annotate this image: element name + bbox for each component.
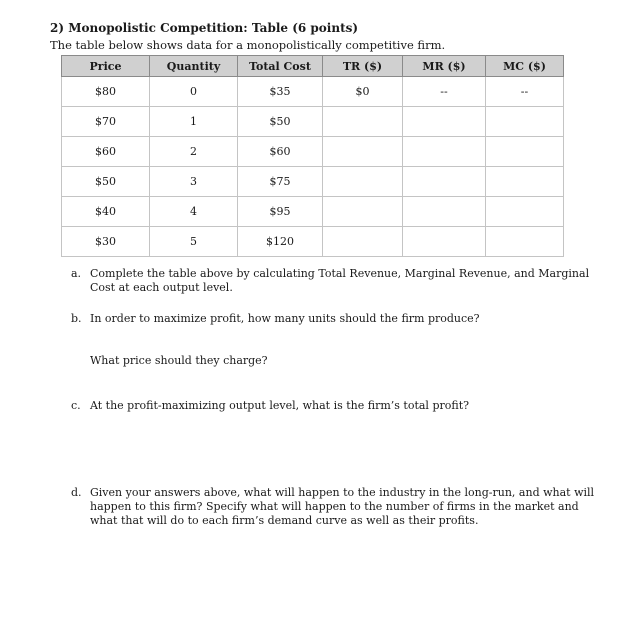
question-b <box>71 312 591 328</box>
cell-price: $50 <box>62 167 150 197</box>
cell-total-revenue <box>323 167 403 197</box>
cell-total-cost: $120 <box>238 227 323 257</box>
question-c-text: At the profit-maximizing output level, what is the firm’s total profit? <box>90 399 470 412</box>
question-a-line-1: Complete the table above by calculating Total Revenue, Marginal Revenue, and Marginal <box>90 267 590 280</box>
table-row <box>62 77 564 107</box>
cell-quantity: 2 <box>150 137 238 167</box>
header-total-revenue: TR ($) <box>323 56 403 77</box>
cell-quantity: 0 <box>150 77 238 107</box>
cell-total-revenue <box>323 107 403 137</box>
question-d <box>71 486 611 530</box>
cell-total-revenue: $0 <box>323 77 403 107</box>
table-row <box>62 227 564 257</box>
cell-total-revenue <box>323 137 403 167</box>
question-b-text: In order to maximize profit, how many units should the firm produce? <box>90 312 480 325</box>
cell-price: $30 <box>62 227 150 257</box>
cell-total-cost: $35 <box>238 77 323 107</box>
question-c <box>71 399 591 415</box>
table-row <box>62 197 564 227</box>
table-row <box>62 167 564 197</box>
header-quantity: Quantity <box>150 56 238 77</box>
table-header-row <box>62 56 564 77</box>
cell-quantity: 5 <box>150 227 238 257</box>
question-a-letter: a. <box>71 267 82 280</box>
cell-marginal-cost <box>486 137 564 167</box>
cell-total-revenue <box>323 197 403 227</box>
cell-marginal-cost <box>486 227 564 257</box>
question-d-letter: d. <box>71 486 82 499</box>
question-c-letter: c. <box>71 399 81 412</box>
cell-marginal-cost: -- <box>486 77 564 107</box>
cell-total-cost: $75 <box>238 167 323 197</box>
question-a-line-2: Cost at each output level. <box>90 281 233 294</box>
cell-price: $40 <box>62 197 150 227</box>
cell-marginal-revenue <box>403 197 486 227</box>
question-d-line-3: what that will do to each firm’s demand curve as well as their profits. <box>90 514 479 527</box>
question-d-text <box>90 486 594 528</box>
cell-price: $60 <box>62 137 150 167</box>
question-b-followup: What price should they charge? <box>90 354 268 367</box>
cell-quantity: 4 <box>150 197 238 227</box>
cell-quantity: 1 <box>150 107 238 137</box>
cell-total-cost: $50 <box>238 107 323 137</box>
cell-marginal-revenue: -- <box>403 77 486 107</box>
header-total-cost: Total Cost <box>238 56 323 77</box>
cell-quantity: 3 <box>150 167 238 197</box>
header-marginal-revenue: MR ($) <box>403 56 486 77</box>
cell-marginal-cost <box>486 167 564 197</box>
question-a-text <box>90 267 589 295</box>
table-row <box>62 137 564 167</box>
question-b-letter: b. <box>71 312 82 325</box>
cell-total-cost: $95 <box>238 197 323 227</box>
cell-marginal-revenue <box>403 227 486 257</box>
cell-marginal-cost <box>486 197 564 227</box>
data-table <box>61 55 564 257</box>
question-heading: 2) Monopolistic Competition: Table (6 points) <box>50 21 359 35</box>
question-d-line-1: Given your answers above, what will happen to the industry in the long-run, and what will <box>90 486 595 499</box>
cell-marginal-revenue <box>403 107 486 137</box>
header-marginal-cost: MC ($) <box>486 56 564 77</box>
cell-marginal-revenue <box>403 137 486 167</box>
question-a <box>71 267 591 297</box>
cell-marginal-cost <box>486 107 564 137</box>
table-row <box>62 107 564 137</box>
intro-text: The table below shows data for a monopolistically competitive firm. <box>50 38 446 52</box>
cell-marginal-revenue <box>403 167 486 197</box>
question-d-line-2: happen to this firm? Specify what will happen to the number of firms in the market and <box>90 500 579 513</box>
cell-total-revenue <box>323 227 403 257</box>
header-price: Price <box>62 56 150 77</box>
cell-total-cost: $60 <box>238 137 323 167</box>
cell-price: $80 <box>62 77 150 107</box>
cell-price: $70 <box>62 107 150 137</box>
